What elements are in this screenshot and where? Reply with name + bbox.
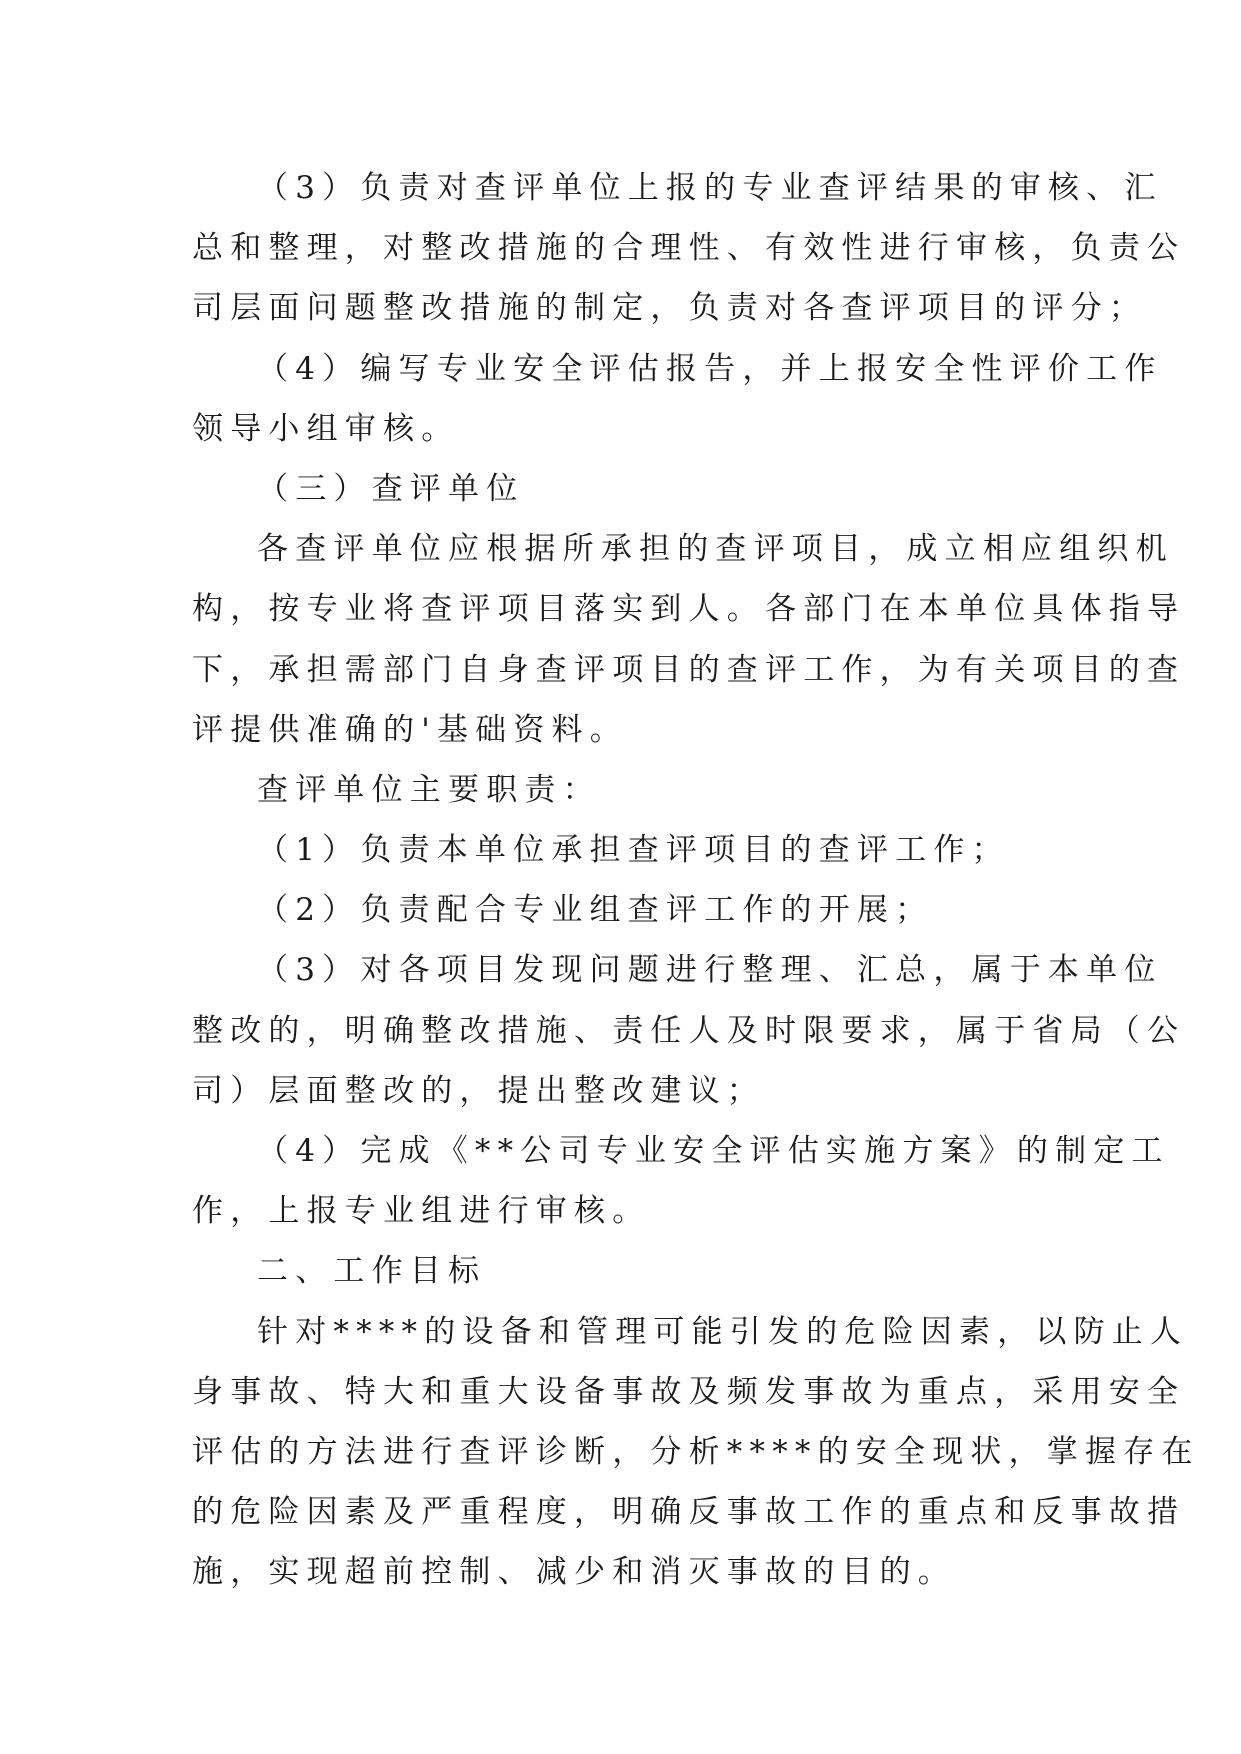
- section-heading: 二、工作目标: [257, 1253, 487, 1290]
- paragraph-line: 司层面问题整改措施的制定，负责对各查评项目的评分；: [192, 290, 1147, 327]
- paragraph-line: （1）负责本单位承担查评项目的查评工作；: [257, 832, 1010, 869]
- paragraph-line: （4）编写专业安全评估报告，并上报安全性评价工作: [257, 350, 1163, 387]
- paragraph-line: 查评单位主要职责：: [257, 771, 601, 808]
- paragraph-line: 作，上报专业组进行审核。: [192, 1193, 651, 1230]
- paragraph-line: 各查评单位应根据所承担的查评项目，成立相应组织机: [257, 531, 1174, 568]
- paragraph-line: （3）对各项目发现问题进行整理、汇总，属于本单位: [257, 952, 1163, 989]
- paragraph-line: 施，实现超前控制、减少和消灭事故的目的。: [192, 1554, 956, 1591]
- paragraph-line: 针对****的设备和管理可能引发的危险因素，以防止人: [257, 1313, 1189, 1350]
- paragraph-line: （3）负责对查评单位上报的专业查评结果的审核、汇: [257, 170, 1163, 206]
- paragraph-line: 总和整理，对整改措施的合理性、有效性进行审核，负责公: [192, 230, 1186, 267]
- section-heading: （三）查评单位: [257, 470, 525, 507]
- paragraph-line: 构，按专业将查评项目落实到人。各部门在本单位具体指导: [192, 591, 1186, 628]
- paragraph-line: 的危险因素及严重程度，明确反事故工作的重点和反事故措: [192, 1494, 1186, 1531]
- document-body: [192, 158, 1200, 1603]
- paragraph-line: 评提供准确的'基础资料。: [192, 711, 628, 748]
- paragraph-line: （4）完成《**公司专业安全评估实施方案》的制定工: [257, 1133, 1170, 1169]
- paragraph-line: 下，承担需部门自身查评项目的查评工作，为有关项目的查: [192, 651, 1186, 688]
- paragraph-line: （2）负责配合专业组查评工作的开展；: [257, 892, 934, 929]
- paragraph-line: 司）层面整改的，提出整改建议；: [192, 1072, 765, 1109]
- paragraph-line: 评估的方法进行查评诊断，分析****的安全现状，掌握存在: [192, 1433, 1200, 1470]
- paragraph-line: 身事故、特大和重大设备事故及频发事故为重点，采用安全: [192, 1373, 1186, 1410]
- paragraph-line: 领导小组审核。: [192, 410, 460, 447]
- paragraph-line: 整改的，明确整改措施、责任人及时限要求，属于省局（公: [192, 1012, 1186, 1049]
